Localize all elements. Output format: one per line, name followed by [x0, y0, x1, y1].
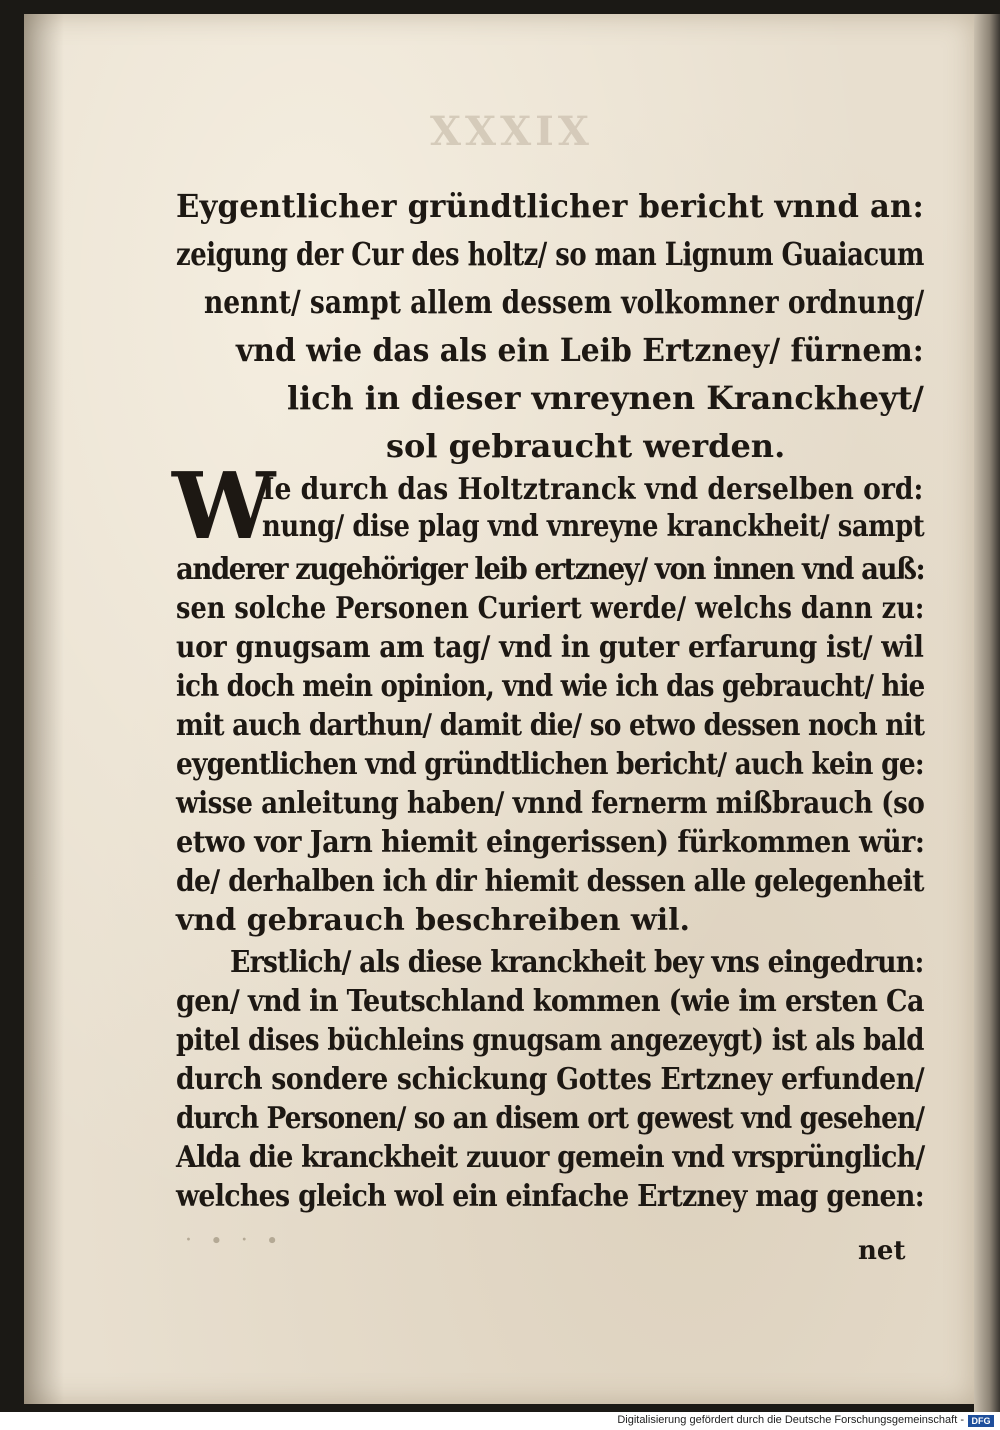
body-line: Erstlich/ als diese kranckheit bey vns eingedrun: — [230, 945, 924, 980]
body-line: mit auch darthun/ damit die/ so etwo dessen noch nit — [176, 708, 925, 743]
body-line: Alda die kranckheit zuuor gemein vnd vrsprünglich/ — [176, 1140, 925, 1175]
show-through-smudge: · ∙ · ∙ — [185, 1228, 284, 1253]
dfg-logo: DFG — [968, 1415, 994, 1427]
body-line: durch sondere schickung Gottes Ertzney erfunden/ — [176, 1062, 925, 1097]
gutter-shadow — [24, 14, 64, 1404]
body-line: ich doch mein opinion, vnd wie ich das gebraucht/ hie — [176, 669, 925, 704]
title-line: sol gebraucht werden. — [386, 427, 786, 465]
body-line: durch Personen/ so an disem ort gewest vnd gesehen/ — [176, 1101, 925, 1136]
body-line: nung/ dise plag vnd vnreyne kranckheit/ sampt — [262, 509, 925, 544]
body-line: etwo vor Jarn hiemit eingerissen) fürkommen wür: — [176, 825, 925, 860]
drop-cap: W — [172, 452, 276, 560]
body-line: Ie durch das Holtztranck vnd derselben ord: — [262, 472, 924, 507]
body-line: welches gleich wol ein einfache Ertzney mag genen: — [176, 1179, 924, 1214]
body-line: de/ derhalben ich dir hiemit dessen alle gelegenheit — [176, 864, 924, 899]
body-line: wisse anleitung haben/ vnnd fernerm mißbrauch (so — [176, 786, 925, 821]
title-line: nennt/ sampt allem dessem volkomner ordnung/ — [204, 283, 925, 321]
body-line: eygentlichen vnd gründtlichen bericht/ auch kein ge: — [176, 747, 924, 782]
body-line: pitel dises büchleins gnugsam angezeygt) ist als bald — [176, 1023, 924, 1058]
body-line: vnd gebrauch beschreiben wil. — [176, 903, 690, 938]
catchword: net — [858, 1236, 906, 1266]
page-edge — [974, 14, 1000, 1412]
body-line: gen/ vnd in Teutschland kommen (wie im ersten Ca — [176, 984, 924, 1019]
body-line: sen solche Personen Curiert werde/ welchs dann zu: — [176, 591, 925, 626]
footer-bar — [0, 1412, 1000, 1430]
funding-credit: Digitalisierung gefördert durch die Deutsche Forschungsgemeinschaft - — [617, 1414, 964, 1426]
folio-bleed-through: XXXIX — [430, 108, 593, 155]
body-line: anderer zugehöriger leib ertzney/ von innen vnd auß: — [176, 552, 925, 587]
title-line: lich in dieser vnreynen Kranckheyt/ — [287, 379, 924, 417]
body-line: uor gnugsam am tag/ vnd in guter erfarung ist/ wil — [176, 630, 924, 665]
title-line: Eygentlicher gründtlicher bericht vnnd an: — [176, 187, 925, 225]
title-line: vnd wie das als ein Leib Ertzney/ fürnem: — [236, 331, 924, 369]
title-line: zeigung der Cur des holtz/ so man Lignum Guaiacum — [176, 235, 924, 273]
